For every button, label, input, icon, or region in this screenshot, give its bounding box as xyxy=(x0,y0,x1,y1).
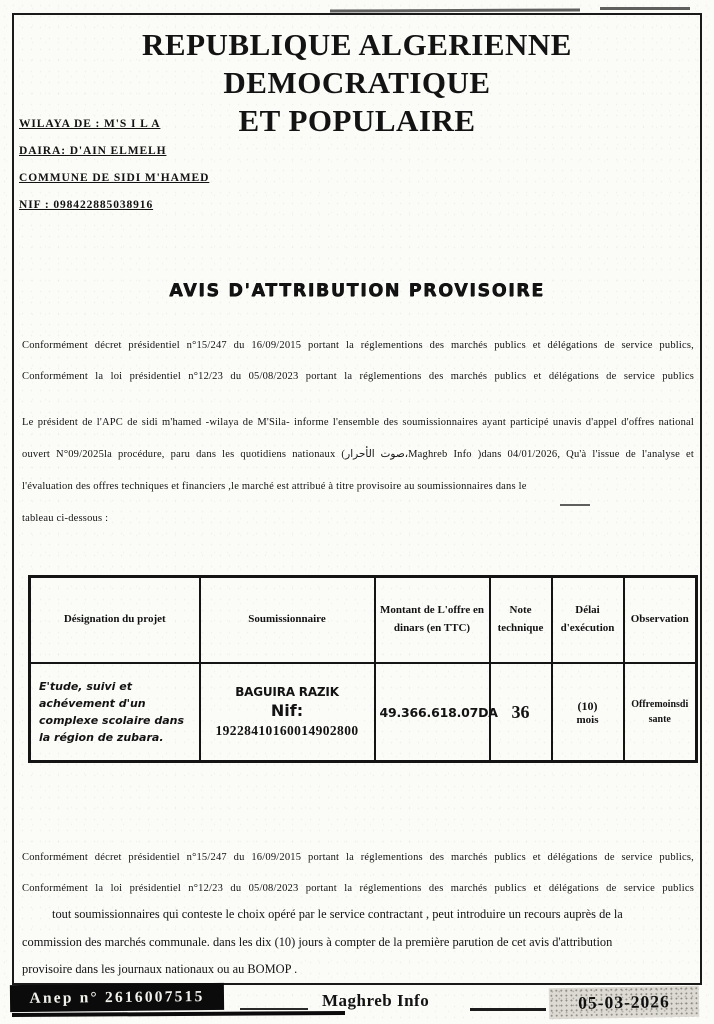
soumissionnaire-nif-label: Nif: xyxy=(270,701,304,720)
cell-delai xyxy=(552,663,624,762)
administrative-header xyxy=(19,118,209,226)
table-row xyxy=(30,663,697,762)
cell-montant: 49.366.618.07DA xyxy=(375,663,490,762)
notice-title: AVIS D'ATTRIBUTION PROVISOIRE xyxy=(169,281,545,301)
delai-value: (10) xyxy=(577,698,598,713)
header-delai: Délai d'exécution xyxy=(552,577,624,664)
body-line: tableau ci-dessous : xyxy=(22,513,109,524)
publication-date-badge: 05-03-2026 xyxy=(549,986,700,1020)
award-table xyxy=(28,575,698,763)
anep-number-badge: Anep n° 2616007515 xyxy=(10,983,224,1012)
closing-line: Conformément décret présidentiel n°15/247 du 16/09/2015 portant la réglementions des marchés publics et délégations de service publics, xyxy=(22,852,694,863)
recourse-line: provisoire dans les journaux nationaux ou au BOMOP . xyxy=(22,962,298,976)
scan-artifact xyxy=(600,7,690,10)
header-note: Note technique xyxy=(490,577,552,664)
body-line: Le président de l'APC de sidi m'hamed -wilaya de M'Sila- informe l'ensemble des soumissionnaires ayant participé unavis d'appel d'offres national xyxy=(22,417,694,428)
soumissionnaire-name: BAGUIRA RAZIK xyxy=(235,685,339,699)
daira-line: DAIRA: D'AIN ELMELH xyxy=(19,145,167,157)
intro-line: Conformément la loi présidentiel n°12/23 du 05/08/2023 portant la réglementions des marchés publics et délégations de service publics xyxy=(22,371,694,382)
commune-line: COMMUNE DE SIDI M'HAMED xyxy=(19,172,210,184)
soumissionnaire-nif-value: 19228410160014902800 xyxy=(215,723,359,738)
recourse-line: tout soumissionnaires qui conteste le choix opéré par le service contractant , peut introduire un recours auprès de la xyxy=(52,907,623,921)
intro-paragraph xyxy=(22,330,694,392)
closing-paragraph xyxy=(22,842,694,904)
table-header-row xyxy=(30,577,697,664)
footer-rule xyxy=(12,1011,345,1017)
cell-soumissionnaire xyxy=(200,663,375,762)
body-line: l'évaluation des offres techniques et financiers ,le marché est attribué à titre provisoire au soumissionnaires dans le xyxy=(22,481,527,492)
header-designation: Désignation du projet xyxy=(30,577,200,664)
scan-artifact xyxy=(330,8,580,12)
cell-observation xyxy=(624,663,697,762)
journal-name: Maghreb Info xyxy=(322,991,430,1010)
delai-unit: mois xyxy=(576,713,599,726)
republic-title-line1: REPUBLIQUE ALGERIENNE DEMOCRATIQUE xyxy=(142,27,572,100)
cell-designation: E'tude, suivi et achévement d'un complexe scolaire dans la région de zubara. xyxy=(30,663,200,762)
wilaya-line: WILAYA DE : M'S I L A xyxy=(19,118,161,130)
observation-line: sante xyxy=(648,714,671,725)
footer-underscore xyxy=(470,1008,546,1011)
intro-line: Conformément décret présidentiel n°15/247 du 16/09/2015 portant la réglementions des marchés publics et délégations de service publics, xyxy=(22,340,694,351)
observation-line: Offremoinsdi xyxy=(631,699,689,710)
footer-underscore xyxy=(240,1008,308,1010)
header-observation: Observation xyxy=(624,577,697,664)
recourse-paragraph xyxy=(22,901,702,984)
closing-line: Conformément la loi présidentiel n°12/23 du 05/08/2023 portant la réglementions des marchés publics et délégations de service publics xyxy=(22,883,694,894)
recourse-line: commission des marchés communale. dans les dix (10) jours à compter de la première parution de cet avis d'attribution xyxy=(22,934,613,949)
nif-line: NIF : 098422885038916 xyxy=(19,199,154,211)
body-paragraph xyxy=(22,407,694,535)
body-line: ouvert N°09/2025la procédure, paru dans les quotidiens nationaux (صوت الأحرار،Maghreb Info )dans 04/01/2026, Qu'à l'issue de l'analyse et xyxy=(22,449,695,460)
header-montant: Montant de L'offre en dinars (en TTC) xyxy=(375,577,490,664)
republic-title-line2: ET POPULAIRE xyxy=(238,103,476,138)
header-soumissionnaire: Soumissionnaire xyxy=(200,577,375,664)
cell-note-technique: 36 xyxy=(490,663,552,762)
